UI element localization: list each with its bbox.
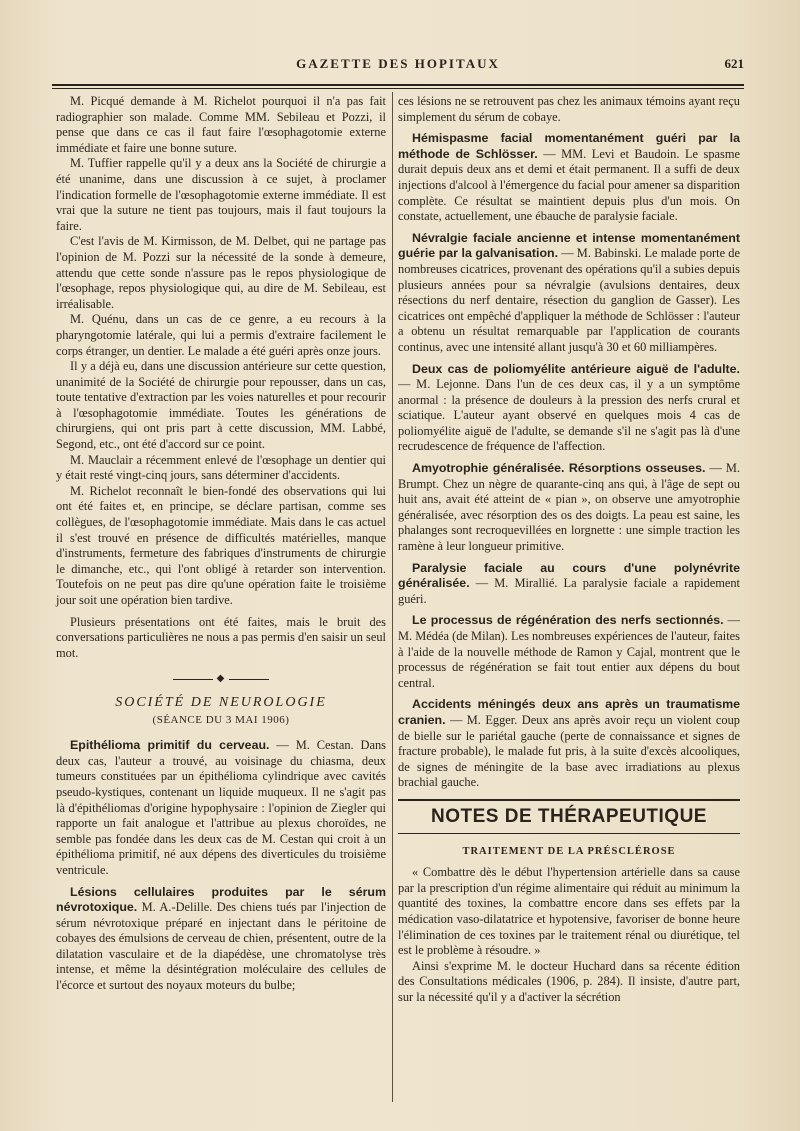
article-heading: Hémispasme facial momentanément guéri par la méthode de Schlösser. xyxy=(398,131,740,161)
paragraph: M. Richelot reconnaît le bien-fondé des observations qui lui ont été faites et, en principe, se déclare partisan, comme ses collègues, de l'œsophagotomie immédiate. Mais dans le cas actuel il s'est trouvé en présence de difficultés matérielles, manque d'instruments, fermeture des fabriques d'instruments de chirurgie le dimanche, etc., qui l'ont obligé à retarder son intervention. Toutefois on ne peut pas dire qu'une opération faite le troisième jour soit une opération bien tardive. xyxy=(56,483,386,607)
section-title: SOCIÉTÉ DE NEUROLOGIE xyxy=(115,694,327,710)
article-text: — M. Egger. Deux ans après avoir reçu un violent coup de bielle sur le pariétal gauche (perte de connaissance et signes de fracture probable), le malade fut pris, à la suite d'excès alcooliques, de signes de méningite de la base avec irradiations au plexus brachial gauche. xyxy=(398,712,740,790)
right-column xyxy=(398,94,740,1005)
article-text: — M. Babinski. Le malade porte de nombreuses cicatrices, provenant des opérations qu'il a subies depuis plusieurs années pour sa névralgie (avulsions dentaires, deux résections du nerf dentaire, résection du ganglion de Gasser). Les cicatrices ont empêché d'appliquer la méthode de Schlösser : l'auteur a obtenu un résultat remarquable par l'application de courants continus, avec une intensité allant jusqu'à 30 et 60 milliampères. xyxy=(398,246,740,354)
article-text: — M. Brumpt. Chez un nègre de quarante-cinq ans qui, à l'âge de sept ou huit ans, avait été atteint de « pian », on observe une amyotrophie généralisée, avec résorption des os des doigts. La peau est saine, les phalanges sont recroquevillées en lorgnette : une simple traction les ramène à leur longueur primitive. xyxy=(398,461,741,554)
article-heading: Névralgie faciale ancienne et intense momentanément guérie par la galvanisation. xyxy=(398,230,740,261)
article xyxy=(398,613,740,691)
paragraph: Ainsi s'exprime M. le docteur Huchard dans sa récente édition des Consultations médicales (1906, p. 284). Il insiste, d'autre part, sur la nécessité qu'il y a d'activer la sécrétion xyxy=(398,958,740,1004)
paragraph: M. Picqué demande à M. Richelot pourquoi il n'a pas fait radiographier son malade. Comme MM. Sebileau et Pozzi, il pense que dans ce cas il faut faire l'œsophagotomie externe immédiate et faire une bonne suture. xyxy=(56,94,386,155)
article xyxy=(56,738,386,878)
section-subtitle: (SÉANCE DU 3 MAI 1906) xyxy=(152,713,290,726)
article-heading: Epithélioma primitif du cerveau. xyxy=(70,738,270,753)
column-divider xyxy=(392,92,393,1102)
article-text: — M. Mirallié. La paralysie faciale a rapidement guéri. xyxy=(398,576,740,606)
header-rule-thin xyxy=(52,88,744,89)
left-column xyxy=(56,94,386,994)
article-text: M. A.-Delille. Des chiens tués par l'injection de sérum névrotoxique préparé en injectant dans le péritoine de cobayes des émulsions de cerveau de chien, présentent, outre de la dilatation vasculaire et de la diapédèse, une chromatolyse très intense, et même la désintégration moléculaire des cellules de l'écorce et surtout des noyaux moteurs du bulbe; xyxy=(56,900,386,993)
article-text: — M. Médéa (de Milan). Les nombreuses expériences de l'auteur, faites à l'aide de la nouvelle méthode de Ramon y Cajal, montrent que le processus de régénération se fait tout entier aux dépens du bout central. xyxy=(398,613,740,690)
paragraph: M. Tuffier rappelle qu'il y a deux ans la Société de chirurgie a été unanime, dans une discussion à ce sujet, à proclamer l'indication formelle de l'œsophagotomie externe immédiate. Il est vrai que la suture ne tient pas toujours, mais il faut toujours la faire. xyxy=(56,156,386,233)
article xyxy=(398,231,740,356)
notes-box xyxy=(398,799,740,834)
article xyxy=(56,885,386,994)
ornament-divider: ◆ xyxy=(56,671,386,687)
article-text: — M. Cestan. Dans deux cas, l'auteur a trouvé, au voisinage du chiasma, deux tumeurs constituées par un épithélioma cylindrique avec cavités pseudo-kystiques, contenant un liquide muqueux. Il ne s'agit pas là d'épithéliomas d'origine hypophysaire : l'opinion de Ziegler qui rapporte un fait analogue et l'attribue au plexus choroïdes, ne semble pas fondée dans les deux cas de M. Cestan qui croit à un épithélioma primitif, né aux dépens des diverticules du troisième ventricule. xyxy=(56,738,387,877)
treatment-title: TRAITEMENT DE LA PRÉSCLÉROSE xyxy=(462,845,676,857)
article-heading: Lésions cellulaires produites par le sérum névrotoxique. xyxy=(56,884,386,915)
article-heading: Accidents méningés deux ans après un traumatisme cranien. xyxy=(398,697,740,727)
paragraph: Il y a déjà eu, dans une discussion antérieure sur cette question, unanimité de la Société de chirurgie pour repousser, dans un cas, toute tentative d'extraction par les voies naturelles et pour recourir à l'œsophagotomie immédiate. Toutes les générations de chirurgiens, qui ont pris part à cette discussion, MM. Labbé, Segond, etc., ont été d'accord sur ce point. xyxy=(56,359,386,452)
article-heading: Le processus de régénération des nerfs sectionnés. xyxy=(412,613,724,628)
article xyxy=(398,461,740,555)
paragraph: « Combattre dès le début l'hypertension artérielle dans sa cause par la prescription d'un régime alimentaire qui réduit au minimum la quantité des toxines, la combattre encore dans ses effets par la médication vaso-dilatatrice et hypotensive, favoriser de bonne heure l'élimination de ces toxines par le traitement rénal ou diurétique, tel est le problème à résoudre. » xyxy=(398,865,740,958)
paragraph: M. Mauclair a récemment enlevé de l'œsophage un dentier qui y était resté vingt-cinq jours, sans déterminer d'accidents. xyxy=(56,452,386,483)
article xyxy=(398,697,740,791)
header-rule xyxy=(52,84,744,86)
paragraph: C'est l'avis de M. Kirmisson, de M. Delbet, qui ne partage pas l'opinion de M. Pozzi sur la nécessité de la sonde à demeure, attendu que cette sonde n'assure pas le repos physiologique de l'œsophage, repos physiologique qui, au dire de M. Sebileau, est irréalisable. xyxy=(56,234,386,311)
article-heading: Amyotrophie généralisée. Résorptions osseuses. xyxy=(412,461,706,476)
article-text: — M. Lejonne. Dans l'un de ces deux cas, il y a un symptôme anormal : la présence de douleurs à la pression des nerfs crural et sciatique. L'auteur ayant observé en quelques mois 4 cas de poliomyélite aiguë de l'adulte, se demande s'il ne s'agit pas là d'une recrudescence de fréquence de l'affection. xyxy=(398,377,740,454)
notes-title: NOTES DE THÉRAPEUTIQUE xyxy=(431,805,707,827)
paragraph: M. Quénu, dans un cas de ce genre, a eu recours à la pharyngotomie latérale, qui lui a permis d'extraire facilement le corps étranger, un dentier. Le malade a été guéri après onze jours. xyxy=(56,312,386,358)
article-heading: Deux cas de poliomyélite antérieure aiguë de l'adulte. xyxy=(412,361,740,376)
journal-title: GAZETTE DES HOPITAUX xyxy=(296,56,500,71)
article xyxy=(398,131,740,225)
page-header xyxy=(52,56,744,76)
article xyxy=(398,362,740,456)
page-number: 621 xyxy=(724,56,744,71)
article-heading: Paralysie faciale au cours d'une polynévrite généralisée. xyxy=(398,560,740,591)
paragraph: ces lésions ne se retrouvent pas chez les animaux témoins ayant reçu simplement du sérum de cobaye. xyxy=(398,94,740,124)
paragraph: Plusieurs présentations ont été faites, mais le bruit des conversations particulières ne nous a pas permis d'en saisir un seul mot. xyxy=(56,614,386,660)
article-text: — MM. Levi et Baudoin. Le spasme durait depuis deux ans et demi et était permanent. Il a suffi de deux injections d'alcool à l'émergence du facial pour amener sa disparition complète. Ce résultat se maintient depuis plus d'un mois. On constate, actuellement, une ébauche de paralysie faciale. xyxy=(398,146,740,224)
article xyxy=(398,561,740,608)
